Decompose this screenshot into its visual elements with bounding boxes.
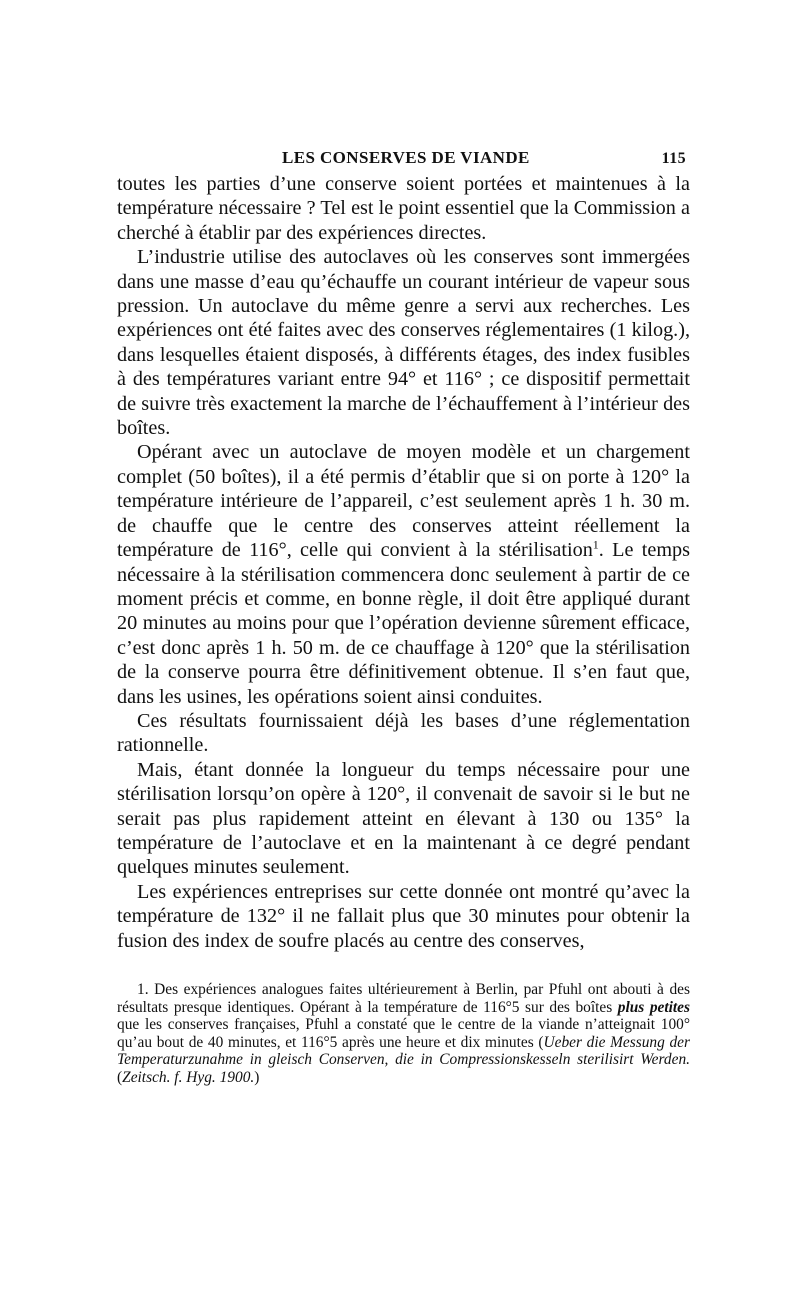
paragraph-2: L’industrie utilise des autoclaves où les conserves sont immergées dans une masse d’eau qu’échauffe un courant intérieur de vapeur sous pression. Un autoclave du même genre a servi aux recherches. Les expériences ont été faites avec des conserves réglementaires (1 kilog.), dans lesquelles étaient disposés, à différents étages, des index fusibles à des températures variant entre 94° et 116° ; ce dispositif permettait de suivre très exactement la marche de l’échauffement à l’intérieur des boîtes. <box>117 246 690 440</box>
running-header <box>117 142 690 172</box>
footnote-text-d: ) <box>254 1068 260 1086</box>
paragraph-6: Les expériences entreprises sur cette donnée ont montré qu’avec la température de 132° il ne fallait plus que 30 minutes pour obtenir la fusion des index de soufre placés au centre des conserves, <box>117 880 690 952</box>
footnote-text-c: ( <box>117 1068 123 1086</box>
footnote-emphasis: plus petites <box>617 998 690 1016</box>
paragraph-3 <box>117 440 690 708</box>
paragraph-3-part-a: Opérant avec un autoclave de moyen modèle et un chargement complet (50 boîtes), il a été permis d’établir que si on porte à 120° la température intérieure de l’appareil, c’est seulement après 1 h. 30 m. de chauffe que le centre des conserves atteint réellement la température de 116°, celle qui convient à la stérilisation <box>117 441 690 562</box>
footnote-number: 1. <box>137 981 149 998</box>
paragraph-4: Ces résultats fournissaient déjà les bases d’une réglementation rationnelle. <box>117 709 690 757</box>
body-text <box>117 172 690 953</box>
book-page <box>117 142 690 1087</box>
footnote-text-a: Des expériences analogues faites ultérieurement à Berlin, par Pfuhl ont abouti à des résultats presque identiques. Opérant à la température de 116°5 sur des boîtes <box>117 981 690 1016</box>
paragraph-1: toutes les parties d’une conserve soient portées et maintenues à la température nécessaire ? Tel est le point essentiel que la Commission a cherché à établir par des expériences directes. <box>117 173 690 244</box>
footnote-reference[interactable]: 1 <box>592 537 599 552</box>
footnote <box>117 981 690 1087</box>
paragraph-5: Mais, étant donnée la longueur du temps nécessaire pour une stérilisation lorsqu’on opère à 120°, il convenait de savoir si le but ne serait pas plus rapidement atteint en élevant à 130 ou 135° la température de l’autoclave et en la maintenant à ce degré pendant quelques minutes seulement. <box>117 758 690 879</box>
page-number: 115 <box>661 150 686 167</box>
running-title: LES CONSERVES DE VIANDE <box>282 148 530 167</box>
footnote-cited-title: Ueber die Messung der Temperaturzunahme in gleisch Conserven, die in Compressionskesseln sterilisirt Werden. <box>117 1033 691 1069</box>
paragraph-3-part-b: . Le temps nécessaire à la stérilisation commencera donc seulement à partir de ce moment précis et comme, en bonne règle, il doit être appliqué durant 20 minutes au moins pour que l’opération devienne sûrement efficace, c’est donc après 1 h. 50 m. de ce chauffage à 120° que la stérilisation de la conserve pourra être définitivement obtenue. Il s’en faut que, dans les usines, les opérations soient ainsi conduites. <box>117 539 690 708</box>
footnote-source: Zeitsch. f. Hyg. 1900. <box>122 1068 255 1086</box>
footnote-text-b: que les conserves françaises, Pfuhl a constaté que le centre de la viande n’atteignait 100° qu’au bout de 40 minutes, et 116°5 après une heure et dix minutes ( <box>117 1016 690 1051</box>
